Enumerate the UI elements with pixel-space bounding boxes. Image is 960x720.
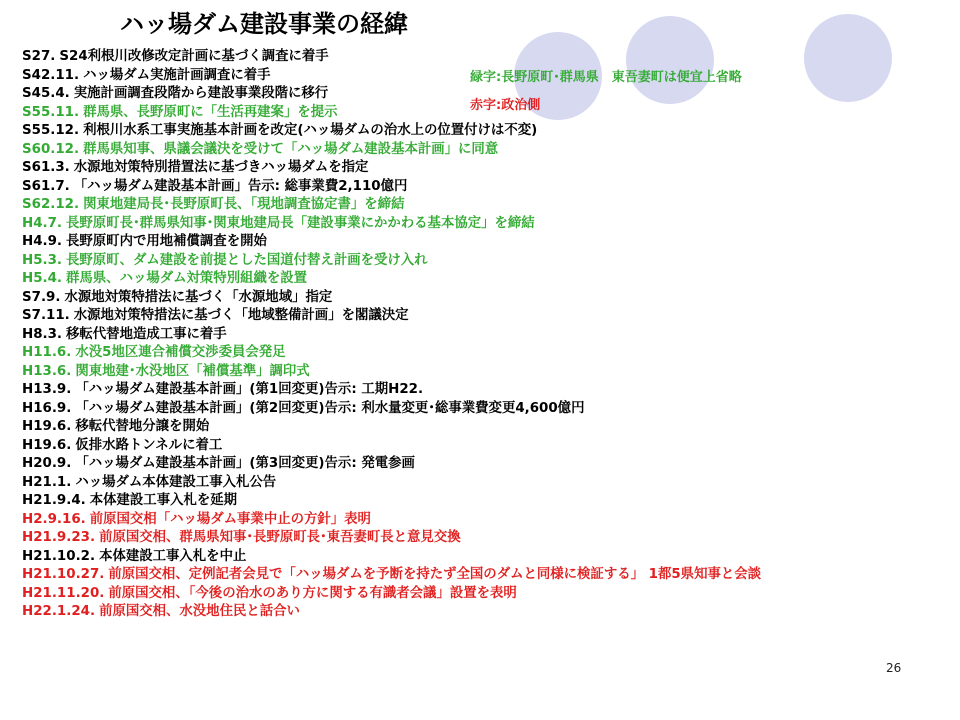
timeline-date: H4.7. bbox=[22, 215, 63, 231]
timeline-text: 仮排水路トンネルに着工 bbox=[75, 437, 223, 453]
timeline-date: S55.11. bbox=[22, 104, 80, 120]
timeline-item bbox=[22, 548, 952, 567]
timeline-date: H19.6. bbox=[22, 437, 72, 453]
timeline-item bbox=[22, 566, 952, 585]
timeline-item bbox=[22, 307, 952, 326]
timeline-date: S45.4. bbox=[22, 86, 70, 101]
timeline-text: 移転代替地分譲を開始 bbox=[75, 419, 210, 434]
timeline-item bbox=[22, 363, 952, 382]
timeline-text: 群馬県、ハッ場ダム対策特別組織を設置 bbox=[66, 271, 308, 286]
timeline-text: ハッ場ダム本体建設工事入札公告 bbox=[75, 474, 277, 490]
timeline-item bbox=[22, 178, 952, 197]
timeline-item bbox=[22, 215, 952, 234]
timeline-text: 群馬県知事、県議会議決を受けて「ハッ場ダム建設基本計画」に同意 bbox=[83, 141, 499, 157]
timeline-date: S60.12. bbox=[22, 141, 80, 157]
timeline-date: H13.9. bbox=[22, 382, 72, 397]
timeline-text: 「ハッ場ダム建設基本計画」(第3回変更)告示: 発電参画 bbox=[75, 456, 415, 471]
timeline-text: 「ハッ場ダム建設基本計画」(第1回変更)告示: 工期H22. bbox=[75, 382, 424, 397]
timeline-text: 長野原町、ダム建設を前提とした国道付替え計画を受け入れ bbox=[66, 252, 428, 268]
timeline-text: 移転代替地造成工事に着手 bbox=[66, 326, 227, 342]
timeline-item bbox=[22, 289, 952, 308]
timeline-text: 「ハッ場ダム建設基本計画」告示: 総事業費2,110億円 bbox=[73, 178, 408, 194]
page-number: 26 bbox=[886, 661, 902, 675]
timeline-text: 関東地建･水没地区「補償基準」調印式 bbox=[75, 363, 310, 379]
timeline-text: 水源地対策特措法に基づく「地域整備計画」を閣議決定 bbox=[73, 308, 409, 323]
timeline-text: 長野原町長･群馬県知事･関東地建局長「建設事業にかかわる基本協定」を締結 bbox=[66, 215, 535, 231]
timeline-date: S61.3. bbox=[22, 160, 70, 175]
timeline-date: H16.9. bbox=[22, 400, 72, 416]
timeline-date: S7.11. bbox=[22, 308, 70, 323]
event-timeline bbox=[22, 48, 952, 622]
timeline-date: H19.6. bbox=[22, 419, 72, 434]
timeline-text: 「ハッ場ダム建設基本計画」(第2回変更)告示: 利水量変更･総事業費変更4,600億円 bbox=[75, 400, 585, 416]
timeline-item bbox=[22, 122, 952, 141]
timeline-text: 本体建設工事入札を中止 bbox=[99, 548, 247, 564]
timeline-text: 長野原町内で用地補償調査を開始 bbox=[66, 234, 267, 249]
timeline-item bbox=[22, 529, 952, 548]
timeline-item bbox=[22, 141, 952, 160]
timeline-item bbox=[22, 159, 952, 178]
timeline-item bbox=[22, 326, 952, 345]
timeline-date: H2.9.16. bbox=[22, 511, 86, 527]
timeline-item bbox=[22, 492, 952, 511]
timeline-item bbox=[22, 585, 952, 604]
timeline-text: 実施計画調査段階から建設事業段階に移行 bbox=[73, 86, 329, 101]
timeline-item bbox=[22, 104, 952, 123]
timeline-date: H21.1. bbox=[22, 474, 72, 490]
timeline-item bbox=[22, 418, 952, 437]
timeline-item bbox=[22, 474, 952, 493]
timeline-date: S27. bbox=[22, 49, 56, 64]
timeline-text: 水没5地区連合補償交渉委員会発足 bbox=[75, 345, 286, 360]
timeline-text: 前原国交相、群馬県知事･長野原町長･東吾妻町長と意見交換 bbox=[99, 530, 461, 545]
timeline-text: 前原国交相、定例記者会見で「ハッ場ダムを予断を持たず全国のダムと同様に検証する」 1都5県知事と会談 bbox=[108, 567, 762, 582]
timeline-item bbox=[22, 400, 952, 419]
timeline-text: 前原国交相、水没地住民と話合い bbox=[99, 604, 300, 619]
timeline-text: 水源地対策特措法に基づく「水源地域」指定 bbox=[64, 289, 333, 305]
timeline-date: H21.10.27. bbox=[22, 567, 105, 582]
timeline-date: H8.3. bbox=[22, 326, 63, 342]
timeline-date: H5.3. bbox=[22, 252, 63, 268]
timeline-item bbox=[22, 196, 952, 215]
timeline-date: H21.10.2. bbox=[22, 548, 96, 564]
timeline-item bbox=[22, 437, 952, 456]
timeline-item bbox=[22, 511, 952, 530]
timeline-date: S61.7. bbox=[22, 178, 70, 194]
timeline-date: H5.4. bbox=[22, 271, 63, 286]
legend-red-note: 赤字:政治側 bbox=[470, 98, 541, 113]
timeline-date: S62.12. bbox=[22, 197, 80, 212]
timeline-item bbox=[22, 233, 952, 252]
timeline-date: H4.9. bbox=[22, 234, 63, 249]
timeline-item bbox=[22, 270, 952, 289]
timeline-date: S55.12. bbox=[22, 123, 80, 138]
timeline-item bbox=[22, 252, 952, 271]
timeline-item bbox=[22, 603, 952, 622]
timeline-date: H13.6. bbox=[22, 363, 72, 379]
timeline-item bbox=[22, 455, 952, 474]
timeline-item bbox=[22, 381, 952, 400]
timeline-date: H20.9. bbox=[22, 456, 72, 471]
timeline-text: S24利根川改修改定計画に基づく調査に着手 bbox=[59, 49, 329, 64]
timeline-text: 前原国交相、「今後の治水のあり方に関する有識者会議」設置を表明 bbox=[108, 585, 517, 601]
timeline-text: 前原国交相「ハッ場ダム事業中止の方針」表明 bbox=[89, 511, 371, 527]
timeline-text: ハッ場ダム実施計画調査に着手 bbox=[83, 67, 271, 83]
legend-green-note: 緑字:長野原町･群馬県 東吾妻町は便宜上省略 bbox=[470, 70, 742, 85]
timeline-text: 関東地建局長･長野原町長、「現地調査協定書」を締結 bbox=[83, 197, 405, 212]
timeline-text: 水源地対策特別措置法に基づきハッ場ダムを指定 bbox=[73, 160, 369, 175]
slide-title: ハッ場ダム建設事業の経緯 bbox=[120, 10, 408, 38]
timeline-item bbox=[22, 67, 952, 86]
timeline-date: H21.9.4. bbox=[22, 493, 86, 508]
timeline-date: S7.9. bbox=[22, 289, 61, 305]
timeline-text: 群馬県、長野原町に「生活再建案」を提示 bbox=[83, 104, 338, 120]
timeline-item bbox=[22, 85, 952, 104]
timeline-date: H11.6. bbox=[22, 345, 72, 360]
timeline-item bbox=[22, 48, 952, 67]
timeline-date: H21.9.23. bbox=[22, 530, 96, 545]
timeline-item bbox=[22, 344, 952, 363]
timeline-date: H21.11.20. bbox=[22, 585, 105, 601]
timeline-text: 利根川水系工事実施基本計画を改定(ハッ場ダムの治水上の位置付けは不変) bbox=[83, 123, 538, 138]
timeline-date: S42.11. bbox=[22, 67, 80, 83]
timeline-text: 本体建設工事入札を延期 bbox=[89, 493, 238, 508]
timeline-date: H22.1.24. bbox=[22, 604, 96, 619]
